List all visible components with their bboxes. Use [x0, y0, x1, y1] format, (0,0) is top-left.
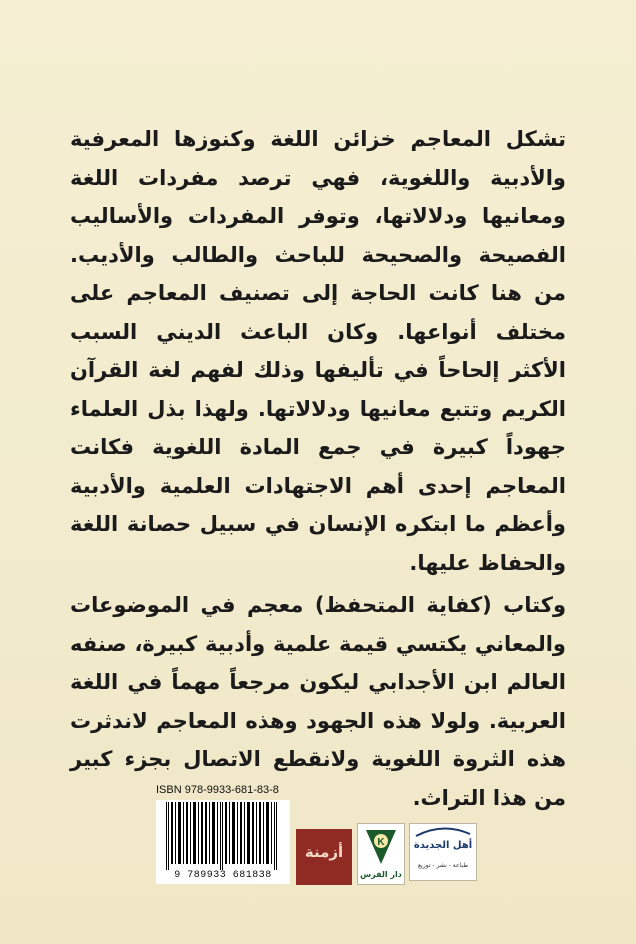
ahl-swoosh-icon	[410, 824, 476, 840]
k-logo-label: دار الفرس	[360, 870, 402, 879]
ahl-publisher-logo	[409, 823, 477, 881]
barcode-box	[156, 800, 290, 884]
svg-text:K: K	[377, 837, 385, 848]
isbn-label: ISBN 978-9933-681-83-8	[156, 784, 279, 796]
ahl-logo-name: أهل الجديدة	[413, 840, 473, 851]
azminah-logo-text: أزمنة	[304, 843, 344, 861]
k-emblem-icon	[358, 824, 404, 870]
back-cover-blurb	[70, 120, 566, 817]
barcode-digits: 9 789933 681838	[156, 870, 290, 881]
azminah-publisher-logo	[296, 829, 352, 885]
blurb-paragraph-1: تشكل المعاجم خزائن اللغة وكنوزها المعرفية والأدبية واللغوية، فهي ترصد مفردات اللغة ومعانيها ودلالاتها، وتوفر المفردات والأساليب الفصيحة والصحيحة للباحث والطالب والأديب. من هنا كانت الحاجة إلى تصنيف المعاجم على مختلف أنواعها. وكان الباعث الديني السبب الأكثر إلحاحاً في تأليفها وذلك لفهم لغة القرآن الكريم وتتبع معانيها ودلالاتها. ولهذا بذل العلماء جهوداً كبيرة في جمع المادة اللغوية فكانت المعاجم إحدى أهم الاجتهادات العلمية والأدبية وأعظم ما ابتكره الإنسان في سبيل حصانة اللغة والحفاظ عليها.	[70, 127, 566, 575]
isbn-barcode	[156, 784, 290, 884]
barcode-bars	[160, 802, 286, 870]
k-publisher-logo	[357, 823, 405, 885]
blurb-paragraph-2: وكتاب (كفاية المتحفظ) معجم في الموضوعات والمعاني يكتسي قيمة علمية وأدبية كبيرة، صنفه العالم ابن الأجدابي ليكون مرجعاً مهماً في اللغة العربية. ولولا هذه الجهود وهذه المعاجم لاندثرت هذه الثروة اللغوية ولانقطع الاتصال بجزء كبير من هذا التراث.	[70, 593, 566, 810]
ahl-logo-subtitle: طباعة - نشر - توزيع	[417, 862, 469, 869]
